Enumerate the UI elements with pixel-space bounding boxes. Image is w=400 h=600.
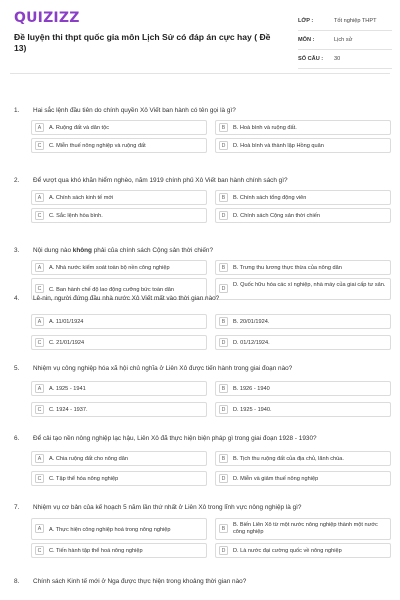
question-5: [0, 365, 400, 413]
question-number: 3.: [14, 247, 20, 254]
question-text: Nội dung nào không phải của chính sách Cộng sản thời chiến?: [33, 247, 214, 254]
header-divider: [10, 73, 390, 74]
meta-table: [298, 12, 392, 69]
option-letter: D: [219, 546, 228, 555]
question-8: [0, 578, 400, 590]
question-number: 2.: [14, 177, 20, 184]
option-text: D. 1925 - 1940.: [233, 406, 272, 413]
option-text: C. Tiến hành tập thể hoá nông nghiệp: [49, 547, 143, 554]
option-letter: D: [219, 211, 228, 220]
option-text: C. 1924 - 1937.: [49, 406, 88, 413]
option-text: A. Ruộng đất và dân tộc: [49, 124, 110, 131]
option-letter: C: [35, 141, 44, 150]
option-text: A. Nhà nước kiểm soát toàn bộ nền công nghiệp: [49, 264, 170, 271]
meta-value: 30: [334, 56, 341, 62]
option-b[interactable]: [215, 381, 391, 396]
meta-label: LỚP :: [298, 18, 314, 24]
option-letter: D: [219, 141, 228, 150]
option-text: B. Trưng thu lương thực thừa của nông dân: [233, 264, 342, 271]
meta-row-subject: [298, 31, 392, 50]
question-text: Hai sắc lệnh đầu tiên do chính quyền Xô Viết ban hành có tên gọi là gì?: [33, 107, 236, 114]
option-letter: B: [219, 454, 228, 463]
option-a[interactable]: [31, 190, 207, 205]
question-number: 4.: [14, 295, 20, 302]
meta-row-count: [298, 50, 392, 69]
option-letter: C: [35, 338, 44, 347]
option-text: B. 20/01/1924.: [233, 318, 270, 325]
meta-label: MÔN :: [298, 37, 315, 43]
option-text: D. Là nước đại cường quốc về nông nghiệp: [233, 547, 342, 554]
option-letter: D: [219, 284, 228, 293]
option-text: C. Sắc lệnh hòa bình.: [49, 212, 103, 219]
option-letter: C: [35, 474, 44, 483]
option-c[interactable]: [31, 543, 207, 558]
option-d[interactable]: [215, 543, 391, 558]
option-a[interactable]: [31, 518, 207, 540]
option-letter: D: [219, 405, 228, 414]
option-letter: C: [35, 211, 44, 220]
option-b[interactable]: [215, 190, 391, 205]
question-text: Để cải tạo nền nông nghiệp lạc hậu, Liên Xô đã thực hiện biện pháp gì trong giai đoạn 1928 - 1930?: [33, 435, 317, 442]
option-text: C. 21/01/1924: [49, 339, 85, 346]
option-b[interactable]: [215, 314, 391, 329]
option-c[interactable]: [31, 208, 207, 223]
option-text: A. 1925 - 1941: [49, 385, 86, 392]
option-letter: A: [35, 263, 44, 272]
option-text: A. Chia ruộng đất cho nông dân: [49, 455, 128, 462]
question-text: Để vượt qua khó khăn hiểm nghèo, năm 1919 chính phủ Xô Viết ban hành chính sách gì?: [33, 177, 288, 184]
option-letter: A: [35, 123, 44, 132]
option-letter: B: [219, 263, 228, 272]
option-letter: D: [219, 474, 228, 483]
worksheet-header: [0, 0, 400, 70]
question-number: 5.: [14, 365, 20, 372]
option-letter: B: [219, 193, 228, 202]
option-text: B. Hoà bình và ruộng đất.: [233, 124, 297, 131]
emphasis-not: không: [72, 247, 92, 254]
quizizz-logo: QUIZIZZ: [14, 10, 80, 26]
option-a[interactable]: [31, 120, 207, 135]
question-6: [0, 435, 400, 482]
document-title: Đề luyện thi thpt quốc gia môn Lịch Sử có đáp án cực hay ( Đề 13): [14, 32, 271, 53]
question-2: [0, 177, 400, 219]
option-text: D. Quốc hữu hóa các xí nghiệp, nhà máy của giai cấp tư sản.: [233, 281, 386, 288]
option-text: B. Tịch thu ruộng đất của địa chủ, lãnh chúa.: [233, 455, 344, 462]
meta-value: Lịch sử: [334, 37, 353, 43]
option-d[interactable]: [215, 471, 391, 486]
option-text: B. Chính sách tổng động viên: [233, 194, 307, 201]
question-text: Lê-nin, người đứng đầu nhà nước Xô Viết mất vào thời gian nào?: [33, 295, 220, 302]
option-a[interactable]: [31, 451, 207, 466]
option-d[interactable]: [215, 208, 391, 223]
option-b[interactable]: [215, 260, 391, 275]
option-text: A. Thực hiện công nghiệp hoá trong nông nghiệp: [49, 526, 171, 533]
question-number: 8.: [14, 578, 20, 585]
option-b[interactable]: [215, 120, 391, 135]
option-text: A. 11/01/1924: [49, 318, 84, 325]
option-c[interactable]: [31, 402, 207, 417]
question-text: Chính sách Kinh tế mới ở Nga được thực hiện trong khoảng thời gian nào?: [33, 578, 247, 585]
option-a[interactable]: [31, 314, 207, 329]
meta-value: Tốt nghiệp THPT: [334, 18, 377, 24]
option-text: B. Biến Liên Xô từ một nước nông nghiệp thành một nước công nghiệp: [233, 521, 378, 535]
question-number: 1.: [14, 107, 20, 114]
option-text: C. Miễn thuế nông nghiệp và ruộng đất: [49, 142, 146, 149]
option-text: D. Miễn và giảm thuế nông nghiệp: [233, 475, 319, 482]
option-letter: A: [35, 193, 44, 202]
question-number: 6.: [14, 435, 20, 442]
option-b[interactable]: [215, 451, 391, 466]
option-letter: B: [219, 524, 228, 533]
meta-row-class: [298, 12, 392, 31]
option-letter: D: [219, 338, 228, 347]
option-text: D. Chính sách Cộng sản thời chiến: [233, 212, 321, 219]
option-a[interactable]: [31, 260, 207, 275]
option-letter: A: [35, 317, 44, 326]
option-letter: A: [35, 524, 44, 533]
option-d[interactable]: [215, 138, 391, 153]
option-text: D. Hoà bình và thành lập Hồng quân: [233, 142, 324, 149]
question-4: [0, 295, 400, 346]
option-b[interactable]: [215, 518, 391, 540]
question-1: [0, 107, 400, 149]
option-letter: B: [219, 384, 228, 393]
option-letter: B: [219, 123, 228, 132]
option-letter: C: [35, 284, 44, 293]
option-text: D. 01/12/1924.: [233, 339, 270, 346]
option-c[interactable]: [31, 138, 207, 153]
option-c[interactable]: [31, 471, 207, 486]
option-c[interactable]: [31, 335, 207, 350]
question-number: 7.: [14, 504, 20, 511]
option-text: C. Tập thể hóa nông nghiệp: [49, 475, 119, 482]
option-d[interactable]: [215, 335, 391, 350]
question-3: [0, 247, 400, 293]
option-letter: A: [35, 384, 44, 393]
option-letter: C: [35, 405, 44, 414]
question-text: Nhiệm vụ công nghiệp hóa xã hội chủ nghĩa ở Liên Xô được tiến hành trong giai đoạn nào?: [33, 365, 293, 372]
option-letter: C: [35, 546, 44, 555]
meta-label: SỐ CÂU :: [298, 56, 324, 62]
option-letter: A: [35, 454, 44, 463]
option-text: B. 1926 - 1940: [233, 385, 270, 392]
option-letter: B: [219, 317, 228, 326]
option-text: C. Ban hành chế độ lao động cưỡng bức toàn dân: [49, 286, 174, 293]
option-a[interactable]: [31, 381, 207, 396]
option-text: A. Chính sách kinh tế mới: [49, 194, 114, 201]
question-7: [0, 504, 400, 554]
option-d[interactable]: [215, 402, 391, 417]
question-text: Nhiệm vụ cơ bản của kế hoạch 5 năm lần thứ nhất ở Liên Xô trong lĩnh vực nông nghiệp là gì?: [33, 504, 302, 511]
